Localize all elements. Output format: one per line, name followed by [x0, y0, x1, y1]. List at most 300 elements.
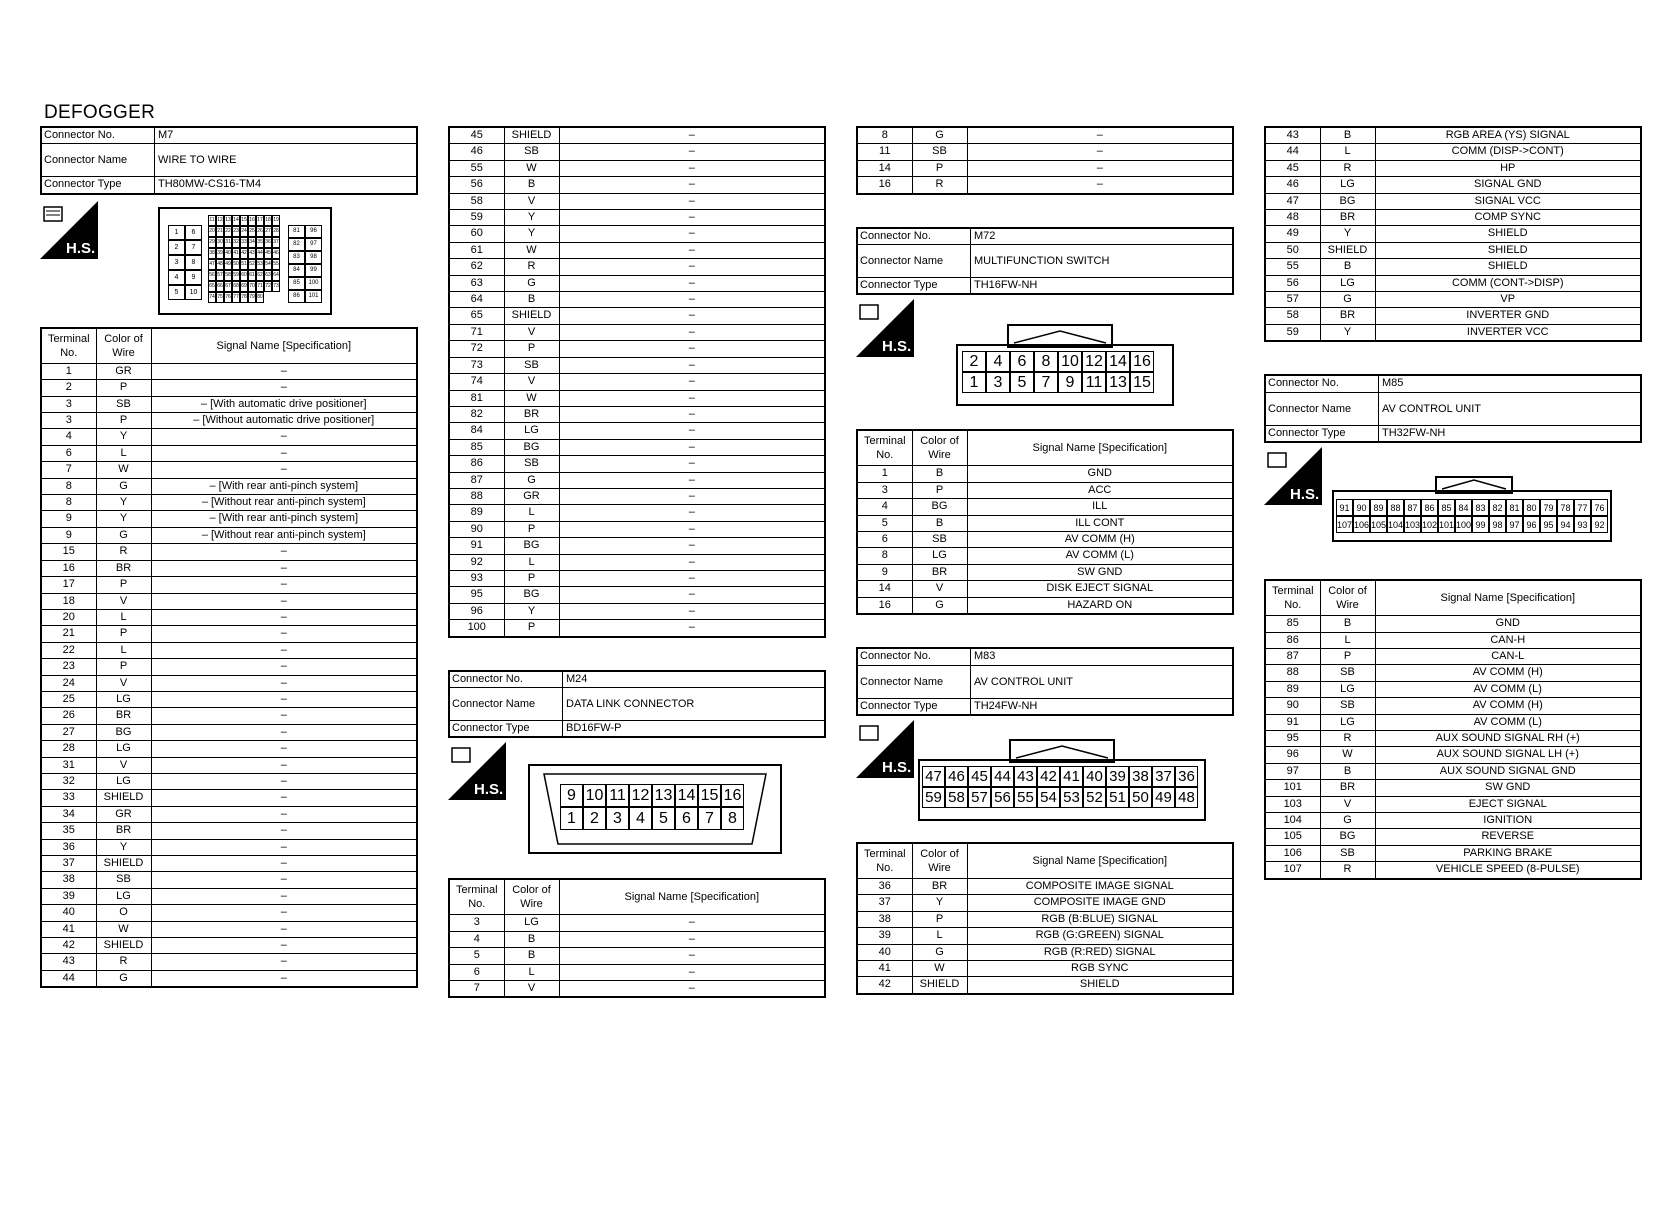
m24-pins [560, 784, 748, 830]
table-row [857, 160, 1233, 176]
m83-pins [922, 766, 1200, 808]
wire-color: B [504, 177, 559, 193]
terminal-no: 4 [857, 499, 912, 515]
signal-name: – [559, 341, 825, 357]
m72-pins [962, 351, 1162, 393]
table-row [1265, 763, 1641, 779]
table-row [41, 609, 417, 625]
connector-pin: 70 [248, 281, 256, 292]
table-row [449, 488, 825, 504]
table-row [1265, 780, 1641, 796]
connector-pin: 12 [1082, 351, 1106, 372]
signal-name: – [559, 570, 825, 586]
connector-pin: 57 [968, 787, 991, 808]
connector-pin: 4 [168, 270, 185, 285]
table-row [449, 554, 825, 570]
connector-pin: 39 [1106, 766, 1129, 787]
table-row [41, 790, 417, 806]
signal-name: – [559, 456, 825, 472]
connector-pin: 8 [1034, 351, 1058, 372]
connector-pin: 16 [248, 215, 256, 226]
signal-name-header: Signal Name [Specification] [967, 430, 1233, 466]
table-row [857, 895, 1233, 911]
table-row [857, 127, 1233, 144]
table-row [41, 642, 417, 658]
connector-type-value: TH24FW-NH [971, 698, 1234, 715]
signal-name: – [559, 308, 825, 324]
connector-pin: 10 [1058, 351, 1082, 372]
connector-pin: 56 [208, 270, 216, 281]
table-row [857, 482, 1233, 498]
terminal-no: 91 [449, 538, 504, 554]
connector-pin: 71 [256, 281, 264, 292]
terminal-no: 36 [857, 878, 912, 894]
terminal-no: 55 [449, 160, 504, 176]
color-of-wire-header: Color of Wire [96, 328, 151, 364]
signal-name: – [559, 981, 825, 998]
terminal-no: 85 [449, 439, 504, 455]
table-row [1265, 730, 1641, 746]
signal-name: – [151, 970, 417, 987]
connector-pin: 74 [208, 292, 216, 303]
table-row [449, 390, 825, 406]
signal-name: ILL [967, 499, 1233, 515]
wire-color: LG [96, 888, 151, 904]
table-row [449, 308, 825, 324]
table-row [41, 462, 417, 478]
terminal-no: 81 [449, 390, 504, 406]
connector-pin: 16 [721, 784, 744, 807]
connector-name-value: WIRE TO WIRE [155, 144, 418, 177]
table-row [41, 413, 417, 429]
connector-name-value: AV CONTROL UNIT [1379, 392, 1642, 425]
terminal-no: 44 [41, 970, 96, 987]
terminal-no: 82 [449, 406, 504, 422]
wire-color: SB [96, 396, 151, 412]
table-row [857, 944, 1233, 960]
wire-color: B [912, 466, 967, 482]
terminal-no: 2 [41, 380, 96, 396]
wire-color: Y [504, 226, 559, 242]
wire-color: R [1320, 730, 1375, 746]
wire-color: W [96, 921, 151, 937]
wire-color: SB [912, 144, 967, 160]
connector-pin: 5 [1010, 372, 1034, 393]
wire-color: Y [96, 511, 151, 527]
wire-color: Y [1320, 324, 1375, 341]
connector-pin: 36 [1175, 766, 1198, 787]
table-row [449, 456, 825, 472]
terminal-no: 105 [1265, 829, 1320, 845]
signal-name: – [151, 888, 417, 904]
table-row [1265, 177, 1641, 193]
connector-pin: 50 [232, 259, 240, 270]
table-row [857, 977, 1233, 994]
signal-name: – [559, 620, 825, 637]
table-row [449, 160, 825, 176]
connector-name-value: AV CONTROL UNIT [971, 665, 1234, 698]
connector-pin: 42 [1037, 766, 1060, 787]
signal-name: – [151, 806, 417, 822]
signal-name: – [151, 380, 417, 396]
connector-pin: 101 [305, 290, 322, 303]
connector-pin: 50 [1129, 787, 1152, 808]
terminal-table-m7-continued [448, 126, 826, 638]
table-row [1265, 862, 1641, 879]
terminal-no: 16 [857, 597, 912, 614]
table-row [1265, 210, 1641, 226]
wire-color: LG [96, 741, 151, 757]
connector-pin: 55 [1014, 787, 1037, 808]
wire-color: Y [96, 495, 151, 511]
connector-pin: 65 [208, 281, 216, 292]
signal-name: – [Without rear anti-pinch system] [151, 495, 417, 511]
connector-pin: 4 [986, 351, 1010, 372]
wire-color: LG [96, 773, 151, 789]
wire-color: P [504, 570, 559, 586]
table-row [1265, 829, 1641, 845]
terminal-no: 33 [41, 790, 96, 806]
wire-color: L [504, 505, 559, 521]
wire-color: BG [1320, 829, 1375, 845]
signal-name: – [559, 587, 825, 603]
connector-pin: 9 [1058, 372, 1082, 393]
terminal-no: 60 [449, 226, 504, 242]
connector-info-m24 [448, 670, 826, 739]
table-row [41, 773, 417, 789]
terminal-no-header: Terminal No. [857, 430, 912, 466]
signal-name: SIGNAL VCC [1375, 193, 1641, 209]
hs-icon [856, 720, 914, 778]
signal-name: – [151, 741, 417, 757]
terminal-no: 59 [449, 210, 504, 226]
signal-name: RGB SYNC [967, 960, 1233, 976]
terminal-no: 3 [857, 482, 912, 498]
terminal-no: 7 [41, 462, 96, 478]
terminal-no: 96 [449, 603, 504, 619]
connector-pin: 7 [1034, 372, 1058, 393]
table-row [41, 593, 417, 609]
table-row [449, 439, 825, 455]
terminal-no: 36 [41, 839, 96, 855]
signal-name: COMP SYNC [1375, 210, 1641, 226]
table-row [857, 144, 1233, 160]
wire-color: L [504, 964, 559, 980]
connector-pin: 40 [224, 248, 232, 259]
terminal-no: 8 [857, 127, 912, 144]
hs-icon [1264, 447, 1322, 505]
connector-no-value: M72 [971, 228, 1234, 245]
wire-color: SHIELD [504, 308, 559, 324]
terminal-no: 73 [449, 357, 504, 373]
signal-name: – [559, 177, 825, 193]
connector-pin: 5 [652, 807, 675, 830]
signal-name: – [559, 521, 825, 537]
terminal-no: 40 [857, 944, 912, 960]
terminal-table-m72 [856, 429, 1234, 615]
connector-pin: 9 [185, 270, 202, 285]
table-row [857, 548, 1233, 564]
table-row [1265, 144, 1641, 160]
signal-name-header: Signal Name [Specification] [967, 843, 1233, 879]
signal-name: – [559, 259, 825, 275]
table-header [857, 843, 1233, 879]
wire-color: SB [1320, 665, 1375, 681]
table-row [857, 878, 1233, 894]
signal-name: HP [1375, 160, 1641, 176]
terminal-no: 22 [41, 642, 96, 658]
terminal-no: 50 [1265, 242, 1320, 258]
terminal-no: 56 [1265, 275, 1320, 291]
table-row [449, 505, 825, 521]
terminal-no: 104 [1265, 812, 1320, 828]
table-row [41, 478, 417, 494]
connector-pin: 77 [232, 292, 240, 303]
connector-pin: 60 [240, 270, 248, 281]
wire-color: G [912, 127, 967, 144]
wire-color: BG [96, 724, 151, 740]
terminal-table-m83 [856, 842, 1234, 995]
table-row [41, 954, 417, 970]
wire-color: L [1320, 144, 1375, 160]
terminal-no: 37 [41, 856, 96, 872]
connector-name-value: MULTIFUNCTION SWITCH [971, 245, 1234, 278]
connector-pin: 7 [185, 240, 202, 255]
terminal-no: 95 [1265, 730, 1320, 746]
signal-name: HAZARD ON [967, 597, 1233, 614]
signal-name: SHIELD [1375, 259, 1641, 275]
wire-color: SHIELD [504, 127, 559, 144]
connector-diagram-m24 [448, 738, 826, 878]
signal-name: – [967, 144, 1233, 160]
wire-color: SB [504, 456, 559, 472]
connector-pin: 99 [305, 264, 322, 277]
signal-name: – [151, 609, 417, 625]
connector-info-m83 [856, 647, 1234, 716]
terminal-no: 58 [449, 193, 504, 209]
signal-name: AV COMM (L) [1375, 714, 1641, 730]
connector-pin: 34 [248, 237, 256, 248]
table-header [41, 328, 417, 364]
connector-pin: 6 [675, 807, 698, 830]
signal-name: SHIELD [1375, 242, 1641, 258]
table-row [41, 396, 417, 412]
column-1 [40, 126, 418, 988]
terminal-no: 9 [857, 564, 912, 580]
terminal-no: 43 [1265, 127, 1320, 144]
connector-pin: 21 [216, 226, 224, 237]
table-row [449, 242, 825, 258]
terminal-no: 27 [41, 724, 96, 740]
wire-color: Y [504, 210, 559, 226]
table-row [449, 406, 825, 422]
wire-color: SHIELD [96, 938, 151, 954]
table-row [1265, 275, 1641, 291]
table-row [449, 127, 825, 144]
signal-name: – [151, 954, 417, 970]
connector-pin: 87 [1404, 499, 1421, 516]
table-row [41, 921, 417, 937]
connector-pin: 94 [1557, 516, 1574, 533]
connector-pin: 67 [224, 281, 232, 292]
connector-pin: 66 [216, 281, 224, 292]
connector-pin: 52 [248, 259, 256, 270]
connector-type-value: TH80MW-CS16-TM4 [155, 177, 418, 194]
table-row [1265, 226, 1641, 242]
terminal-no: 86 [449, 456, 504, 472]
table-row [449, 177, 825, 193]
table-row [41, 839, 417, 855]
signal-name: – [Without automatic drive positioner] [151, 413, 417, 429]
wire-color: P [1320, 648, 1375, 664]
svg-text:H.S.: H.S. [882, 758, 912, 776]
signal-name: – [151, 445, 417, 461]
terminal-no: 87 [449, 472, 504, 488]
signal-name: – [151, 773, 417, 789]
wire-color: V [504, 981, 559, 998]
signal-name: – [559, 390, 825, 406]
wire-color: SHIELD [96, 856, 151, 872]
connector-pin: 40 [1083, 766, 1106, 787]
table-row [1265, 127, 1641, 144]
table-row [449, 341, 825, 357]
terminal-no: 35 [41, 823, 96, 839]
color-of-wire-header: Color of Wire [504, 879, 559, 915]
table-row [41, 560, 417, 576]
table-row [41, 626, 417, 642]
signal-name: DISK EJECT SIGNAL [967, 581, 1233, 597]
signal-name: – [151, 560, 417, 576]
connector-pin: 89 [1370, 499, 1387, 516]
terminal-no: 1 [857, 466, 912, 482]
signal-name: – [559, 915, 825, 931]
signal-name: SHIELD [1375, 226, 1641, 242]
connector-pin: 10 [185, 285, 202, 300]
signal-name: – [151, 544, 417, 560]
wire-color: R [504, 259, 559, 275]
terminal-no: 97 [1265, 763, 1320, 779]
connector-pin: 97 [305, 238, 322, 251]
connector-pin: 13 [1106, 372, 1130, 393]
signal-name: – [151, 724, 417, 740]
table-row [857, 499, 1233, 515]
table-row [449, 521, 825, 537]
connector-pin: 54 [1037, 787, 1060, 808]
wire-color: SB [504, 144, 559, 160]
connector-type-label: Connector Type [857, 698, 971, 715]
wire-color: R [1320, 862, 1375, 879]
wire-color: BR [912, 878, 967, 894]
connector-pin: 30 [216, 237, 224, 248]
wire-color: R [1320, 160, 1375, 176]
wire-color: Y [912, 895, 967, 911]
wire-color: V [504, 193, 559, 209]
connector-pin: 11 [1082, 372, 1106, 393]
signal-name: – [559, 226, 825, 242]
connector-pin: 1 [560, 807, 583, 830]
connector-pin: 39 [216, 248, 224, 259]
signal-name: SHIELD [967, 977, 1233, 994]
terminal-no: 85 [1265, 616, 1320, 632]
wire-color: W [504, 160, 559, 176]
connector-pin: 85 [1438, 499, 1455, 516]
signal-name: – [151, 708, 417, 724]
connector-pin: 8 [185, 255, 202, 270]
connector-info-m7 [40, 126, 418, 195]
signal-name: – [559, 423, 825, 439]
signal-name: COMPOSITE IMAGE GND [967, 895, 1233, 911]
table-row [449, 210, 825, 226]
connector-type-value: TH32FW-NH [1379, 425, 1642, 442]
connector-pin: 2 [168, 240, 185, 255]
signal-name: AV COMM (L) [1375, 681, 1641, 697]
wire-color: SB [504, 357, 559, 373]
terminal-no: 14 [857, 160, 912, 176]
terminal-no: 5 [449, 948, 504, 964]
signal-name: – [With rear anti-pinch system] [151, 478, 417, 494]
signal-name: – [559, 964, 825, 980]
terminal-no-header: Terminal No. [1265, 580, 1320, 616]
color-of-wire-header: Color of Wire [912, 843, 967, 879]
terminal-no: 26 [41, 708, 96, 724]
connector-no-value: M7 [155, 127, 418, 144]
terminal-no: 91 [1265, 714, 1320, 730]
terminal-no: 17 [41, 577, 96, 593]
connector-pin: 54 [264, 259, 272, 270]
signal-name: – [967, 127, 1233, 144]
signal-name: – [559, 603, 825, 619]
signal-name-header: Signal Name [Specification] [151, 328, 417, 364]
terminal-no: 58 [1265, 308, 1320, 324]
table-row [449, 259, 825, 275]
connector-pin: 62 [256, 270, 264, 281]
column-3 [856, 126, 1234, 995]
table-row [41, 757, 417, 773]
wire-color: B [912, 515, 967, 531]
signal-name: – [151, 675, 417, 691]
wire-color: P [912, 160, 967, 176]
signal-name: – [559, 357, 825, 373]
wire-color: LG [504, 423, 559, 439]
wire-color: SHIELD [96, 790, 151, 806]
connector-pin: 107 [1336, 516, 1353, 533]
terminal-no: 62 [449, 259, 504, 275]
wire-color: W [96, 462, 151, 478]
signal-name: COMM (CONT->DISP) [1375, 275, 1641, 291]
signal-name: IGNITION [1375, 812, 1641, 828]
wire-color: SHIELD [912, 977, 967, 994]
terminal-no: 96 [1265, 747, 1320, 763]
connector-pin: 83 [1472, 499, 1489, 516]
connector-type-value: TH16FW-NH [971, 278, 1234, 295]
connector-pin: 3 [606, 807, 629, 830]
terminal-no: 46 [449, 144, 504, 160]
terminal-no: 84 [449, 423, 504, 439]
terminal-no: 21 [41, 626, 96, 642]
terminal-no: 41 [857, 960, 912, 976]
terminal-no: 71 [449, 324, 504, 340]
connector-pin: 13 [224, 215, 232, 226]
signal-name: COMPOSITE IMAGE SIGNAL [967, 878, 1233, 894]
terminal-no: 7 [449, 981, 504, 998]
wire-color: L [96, 642, 151, 658]
table-row [1265, 681, 1641, 697]
connector-pin: 77 [1574, 499, 1591, 516]
signal-name: ACC [967, 482, 1233, 498]
terminal-no: 64 [449, 292, 504, 308]
connector-pin: 15 [698, 784, 721, 807]
signal-name: AV COMM (H) [1375, 665, 1641, 681]
